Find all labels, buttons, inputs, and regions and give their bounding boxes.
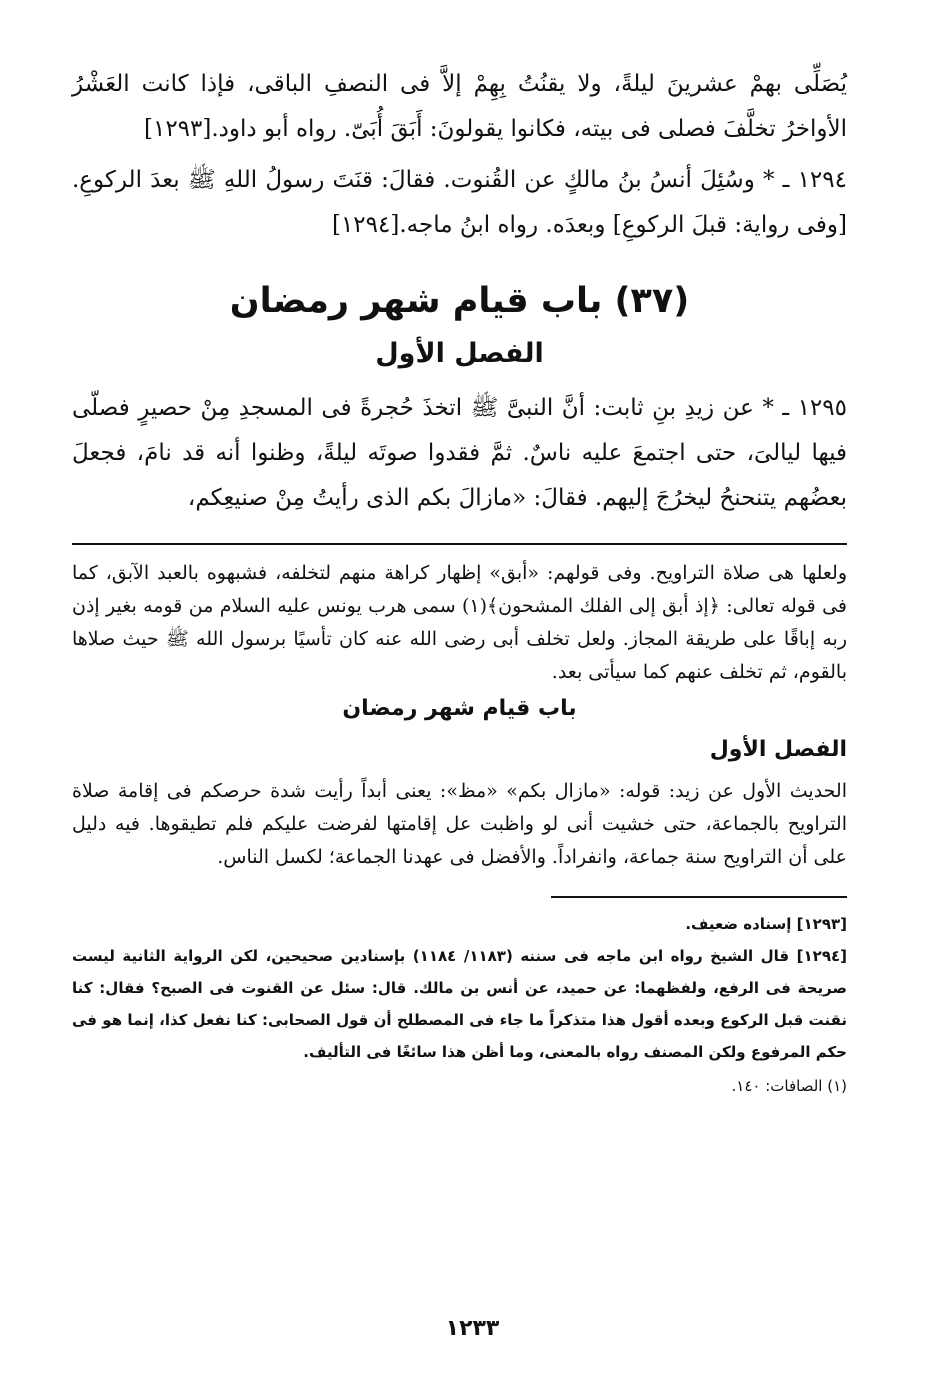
footnote-divider	[551, 896, 847, 898]
hadith-1294: ١٢٩٤ ـ * وسُئِلَ أنسُ بنُ مالكٍ عن القُنوت. فقالَ: قنَتَ رسولُ اللهِ ﷺ بعدَ الركوعِ. [وفى رواية: قبلَ الركوعِ] وبعدَه. رواه ابنُ ماجه.[١٢٩٤]	[72, 167, 847, 238]
hadith-1293-continuation: يُصَلِّى بهمْ عشرينَ ليلةً، ولا يقنُتُ بِهِمْ إلاَّ فى النصفِ الباقى، فإذا كانت العَشْرُ الأواخرُ تخلَّفَ فصلى فى بيته، فكانوا يقولونَ: أَبَقَ أُبَىّ. رواه أبو داود.[١٢٩٣]	[72, 71, 847, 142]
commentary-section-title: الفصل الأول	[709, 737, 847, 762]
commentary-paragraph-1: ولعلها هى صلاة التراويح. وفى قولهم: «أبق» إظهار كراهة منهم لتخلفه، فشبهوه بالعبد الآبق، كما فى قوله تعالى: ﴿إذ أبق إلى الفلك المشحون﴾(١) سمى هرب يونس عليه السلام من قومه بغير إذن ربه إباقًا على طريقة المجاز. ولعل تخلف أبى رضى الله عنه كان تأسيًا برسول الله ﷺ حيث صلاها بالقوم، ثم تخلف عنهم كما سيأتى بعد.	[72, 562, 847, 683]
page-number: ١٢٣٣	[445, 1316, 500, 1341]
footnote-quran-ref: (١) الصافات: ١٤٠.	[731, 1077, 847, 1095]
footnote-1293: [١٢٩٣] إسناده ضعيف.	[685, 915, 847, 933]
commentary-paragraph-2: الحديث الأول عن زيد: قوله: «مازال بكم» «مظ»: يعنى أبداً رأيت شدة حرصكم فى إقامة صلاة التراويح بالجماعة، حتى خشيت أنى لو واظبت عل إقامتها لفرضت عليكم فلم تطيقوها. فيه دليل على أن التراويح سنة جماعة، وانفراداً. والأفضل فى عهدنا الجماعة؛ لكسل الناس.	[72, 780, 847, 868]
footnote-1294: [١٢٩٤] قال الشيخ رواه ابن ماجه فى سننه (١١٨٣/ ١١٨٤) بإسنادين صحيحين، لكن الرواية الثانية ليست صريحة فى الرفع، ولفظهما: عن حميد، عن أنس بن مالك. قال: سئل عن القنوت فى الصبح؟ فقال: كنا نقنت قبل الركوع وبعده أقول هذا متذكراً ما جاء فى المصطلح أن قول الصحابى: كنا نفعل كذا، إنما هو فى حكم المرفوع ولكن المصنف رواه بالمعنى، وما أظن هذا سائغًا فى التأليف.	[72, 947, 848, 1061]
hadith-1295: ١٢٩٥ ـ * عن زيدِ بنِ ثابت: أنَّ النبىَّ ﷺ اتخذَ حُجرةً فى المسجدِ مِنْ حصيرٍ فصلّى فيها ليالىَ، حتى اجتمعَ عليه ناسٌ. ثمَّ فقدوا صوتَه ليلةً، وظنوا أنه قد نامَ، فجعلَ بعضُهم يتنحنحُ ليخرُجَ إليهم. فقالَ: «مازالَ بكم الذى رأيتُ مِنْ صنيعِكم،	[72, 395, 847, 511]
chapter-title: (٣٧) باب قيام شهر رمضان	[229, 281, 690, 321]
commentary-chapter-title: باب قيام شهر رمضان	[342, 696, 577, 721]
commentary-divider	[72, 543, 847, 545]
section-title: الفصل الأول	[375, 338, 544, 369]
